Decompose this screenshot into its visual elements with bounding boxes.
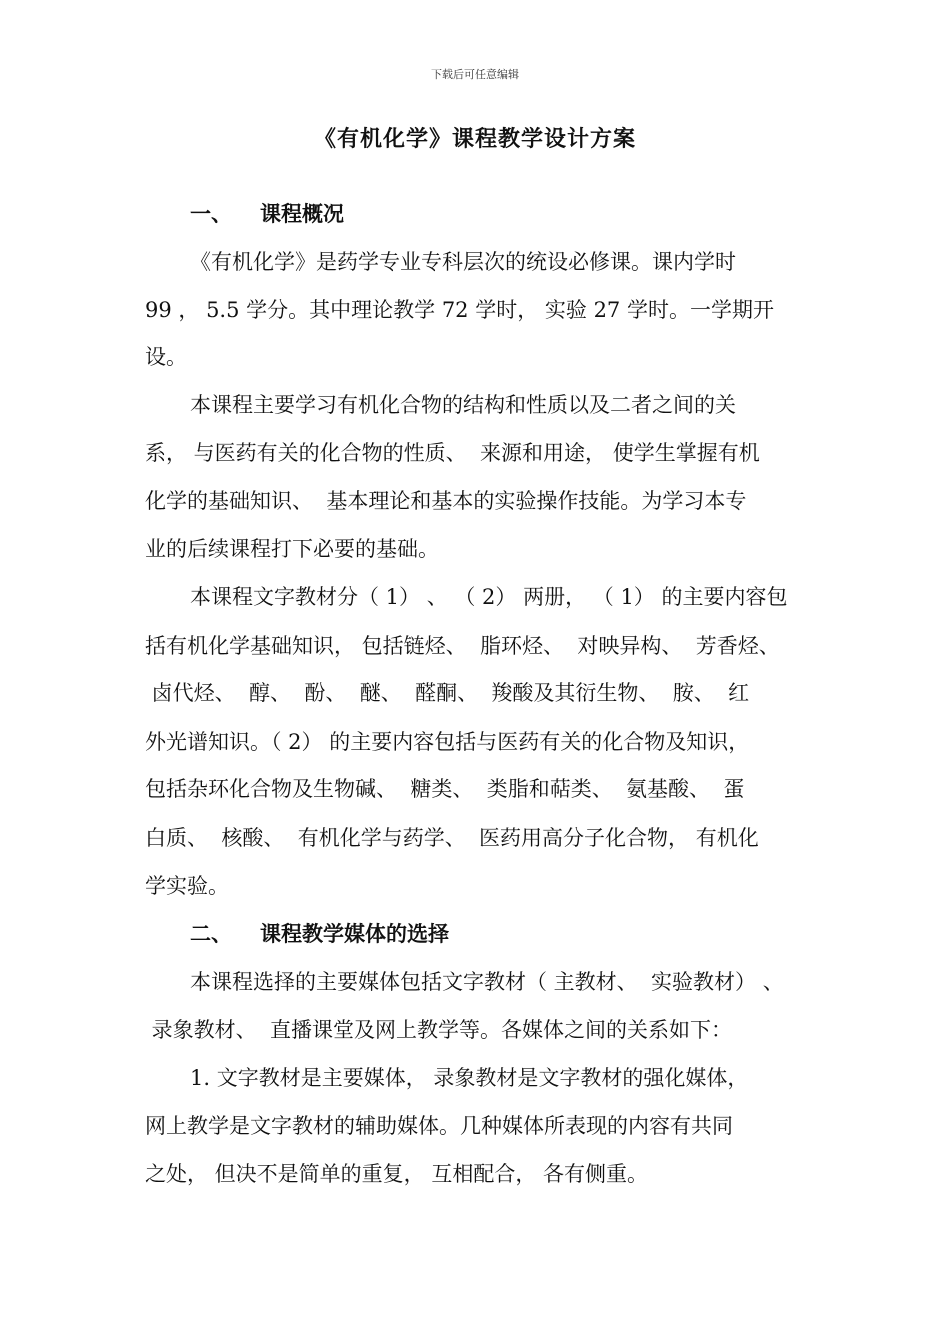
header-note: 下载后可任意编辑 bbox=[431, 68, 519, 81]
paragraph-line: 设。 bbox=[145, 345, 187, 369]
paragraph-line: 化学的基础知识、 基本理论和基本的实验操作技能。为学习本专 bbox=[145, 489, 747, 513]
paragraph-line: 外光谱知识。（ 2） 的主要内容包括与医药有关的化合物及知识， bbox=[145, 730, 750, 754]
section-2-number: 二、 bbox=[190, 922, 232, 946]
document-title: 《有机化学》课程教学设计方案 bbox=[313, 127, 636, 152]
paragraph-line: 白质、 核酸、 有机化学与药学、 医药用高分子化合物， 有机化 bbox=[145, 826, 759, 850]
section-1-number: 一、 bbox=[190, 202, 232, 226]
paragraph-line: 网上教学是文字教材的辅助媒体。几种媒体所表现的内容有共同 bbox=[145, 1114, 733, 1138]
paragraph-line: 包括杂环化合物及生物碱、 糖类、 类脂和萜类、 氨基酸、 蛋 bbox=[145, 777, 745, 801]
section-1-heading bbox=[190, 198, 344, 228]
paragraph-line: 本课程选择的主要媒体包括文字教材（ 主教材、 实验教材） 、 bbox=[190, 970, 784, 994]
paragraph-line: 本课程文字教材分（ 1） 、 （ 2） 两册， （ 1） 的主要内容包 bbox=[190, 585, 788, 609]
paragraph-line: 括有机化学基础知识， 包括链烃、 脂环烃、 对映异构、 芳香烃、 bbox=[145, 634, 780, 658]
paragraph-line: 卤代烃、 醇、 酚、 醚、 醛酮、 羧酸及其衍生物、 胺、 红 bbox=[145, 681, 750, 705]
paragraph-line: 系， 与医药有关的化合物的性质、 来源和用途， 使学生掌握有机 bbox=[145, 441, 760, 465]
section-2-heading bbox=[190, 918, 449, 948]
section-2-title: 课程教学媒体的选择 bbox=[260, 922, 449, 946]
paragraph-line: 业的后续课程打下必要的基础。 bbox=[145, 537, 439, 561]
paragraph-line: 1. 文字教材是主要媒体， 录象教材是文字教材的强化媒体， bbox=[190, 1066, 749, 1090]
paragraph-line: 学实验。 bbox=[145, 874, 229, 898]
paragraph-line: 之处， 但决不是简单的重复， 互相配合， 各有侧重。 bbox=[145, 1162, 649, 1186]
paragraph-line: 本课程主要学习有机化合物的结构和性质以及二者之间的关 bbox=[190, 393, 736, 417]
section-1-title: 课程概况 bbox=[260, 202, 344, 226]
paragraph-line: 录象教材、 直播课堂及网上教学等。各媒体之间的关系如下： bbox=[145, 1018, 733, 1042]
paragraph-line: 《有机化学》是药学专业专科层次的统设必修课。课内学时 bbox=[190, 250, 736, 274]
paragraph-line: 99 ， 5.5 学分。其中理论教学 72 学时， 实验 27 学时。一学期开 bbox=[145, 298, 774, 322]
